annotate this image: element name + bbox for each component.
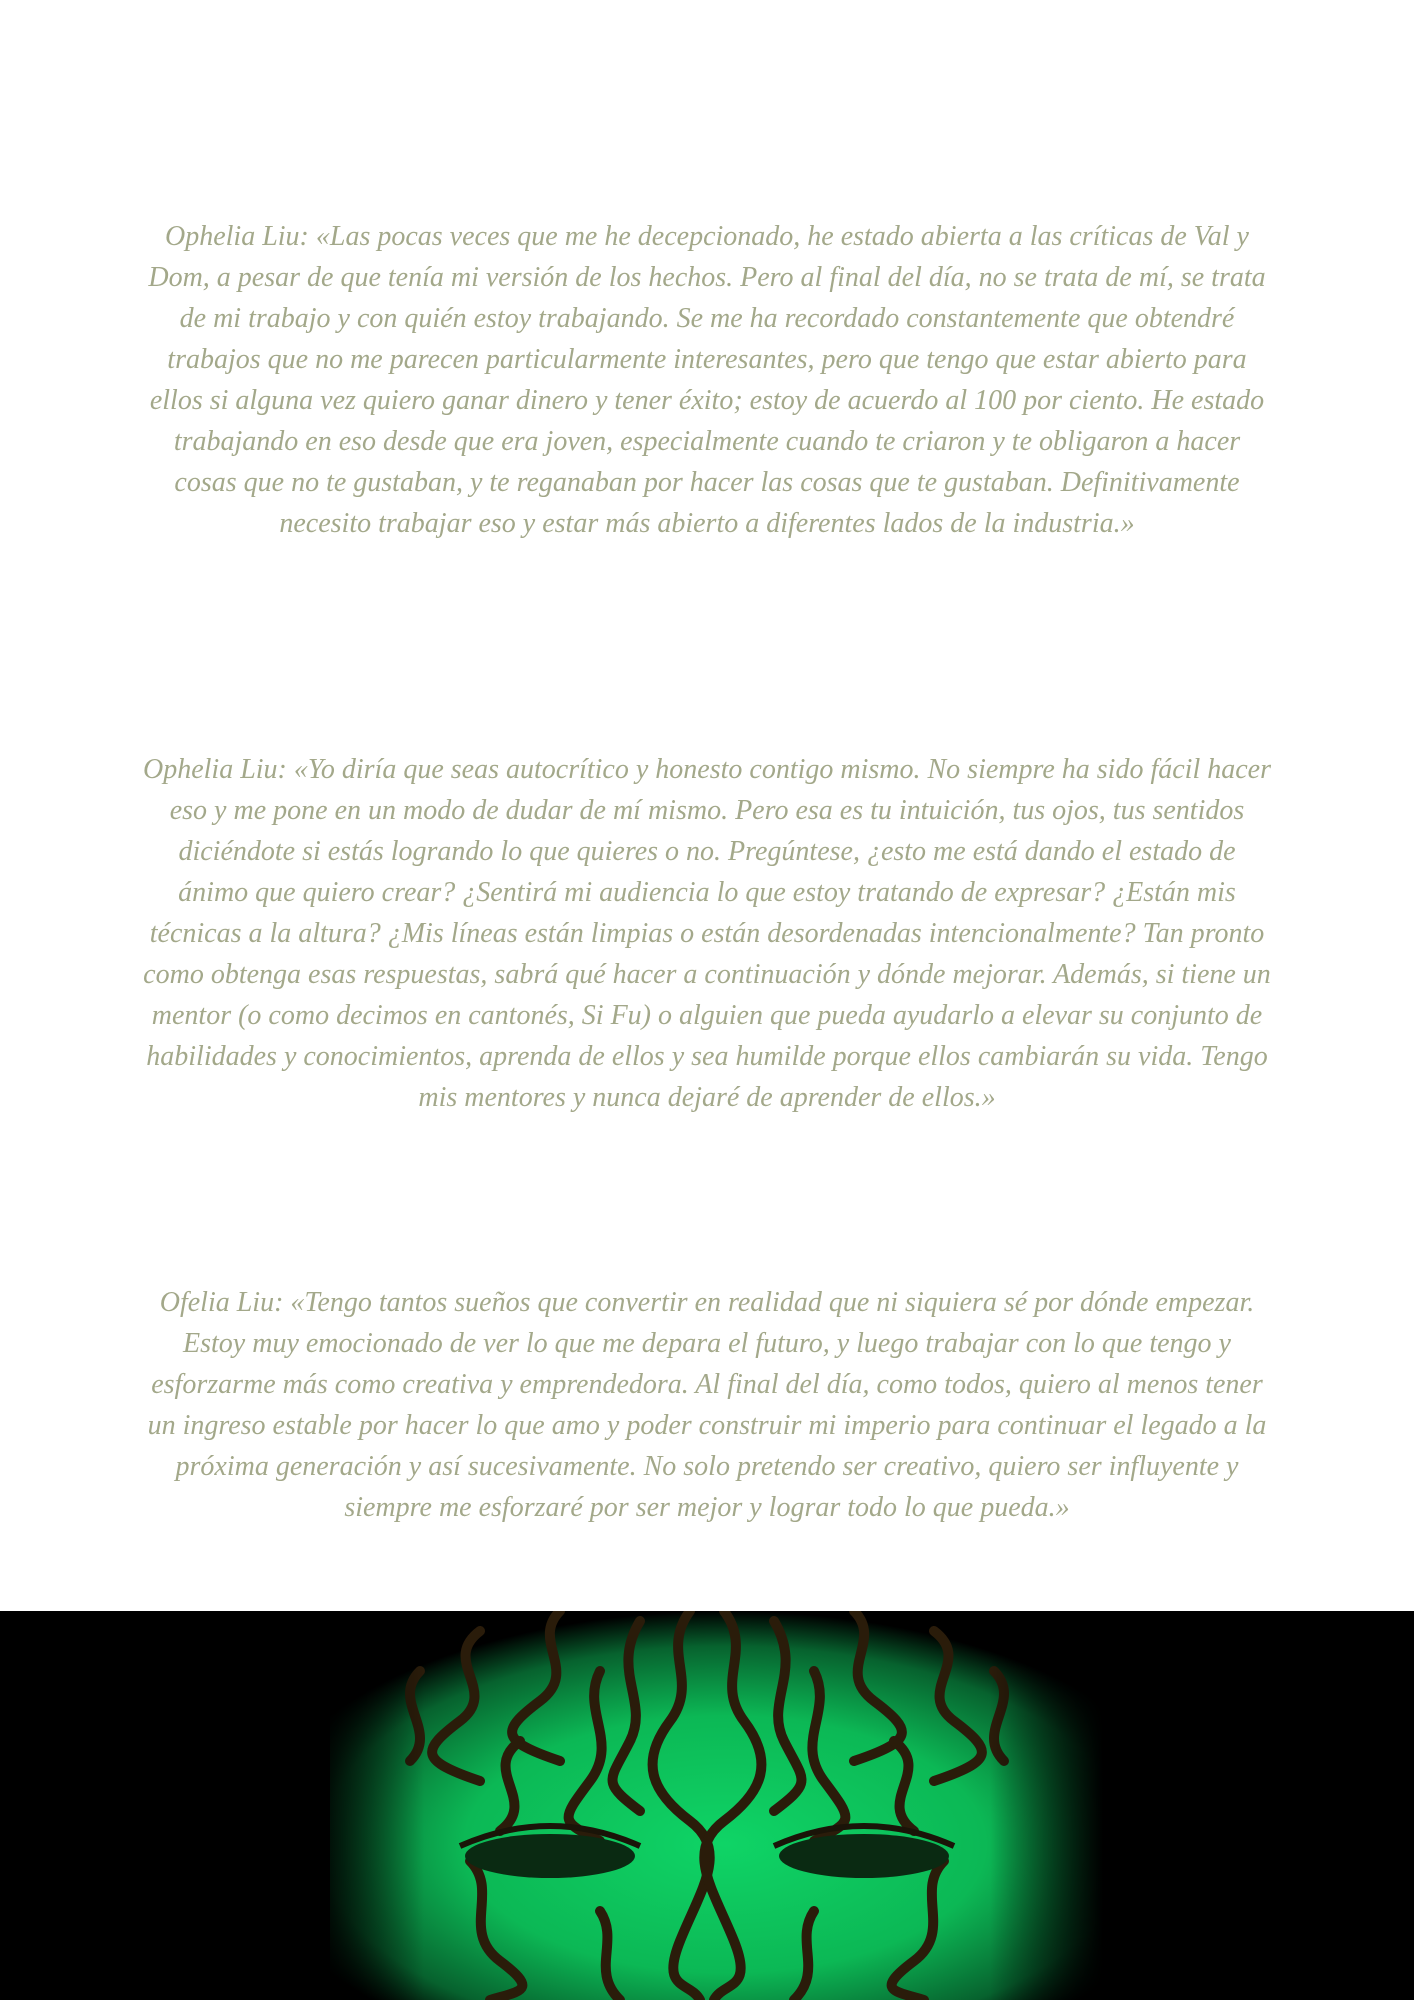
interview-quote-3: Ofelia Liu: «Tengo tantos sueños que convertir en realidad que ni siquiera sé por dónde empezar. Estoy muy emocionado de ver lo que me depara el futuro, y luego trabajar con lo que tengo y esforzarme más como creativa y emprendedora. Al final del día, como todos, quiero al menos tener un ingreso estable por hacer lo que amo y poder construir mi imperio para continuar el legado a la próxima generación y así sucesivamente. No solo pretendo ser creativo, quiero ser influyente y siempre me esforzaré por ser mejor y lograr todo lo que pueda.» [147,1287,1267,1523]
interview-quote-1: Ophelia Liu: «Las pocas veces que me he decepcionado, he estado abierta a las críticas de Val y Dom, a pesar de que tenía mi versión de los hechos. Pero al final del día, no se trata de mí, se trata de mi trabajo y con quién estoy trabajando. Se me ha recordado constantemente que obtendré trabajos que no me parecen particularmente interesantes, pero que tengo que estar abierto para ellos si alguna vez quiero ganar dinero y tener éxito; estoy de acuerdo al 100 por ciento. He estado trabajando en eso desde que era joven, especialmente cuando te criaron y te obligaron a hacer cosas que no te gustaban, y te reganaban por hacer las cosas que te gustaban. Definitivamente necesito trabajar eso y estar más abierto a diferentes lados de la industria.» [148,221,1266,539]
green-face-paint-photo [0,1611,1414,2000]
interview-quote-2: Ophelia Liu: «Yo diría que seas autocrítico y honesto contigo mismo. No siempre ha sido fácil hacer eso y me pone en un modo de dudar de mí mismo. Pero esa es tu intuición, tus ojos, tus sentidos diciéndote si estás logrando lo que quieres o no. Pregúntese, ¿esto me está dando el estado de ánimo que quiero crear? ¿Sentirá mi audiencia lo que estoy tratando de expresar? ¿Están mis técnicas a la altura? ¿Mis líneas están limpias o están desordenadas intencionalmente? Tan pronto como obtenga esas respuestas, sabrá qué hacer a continuación y dónde mejorar. Además, si tiene un mentor (o como decimos en cantonés, Si Fu) o alguien que pueda ayudarlo a elevar su conjunto de habilidades y conocimientos, aprenda de ellos y sea humilde porque ellos cambiarán su vida. Tengo mis mentores y nunca dejaré de aprender de ellos.» [143,754,1271,1113]
